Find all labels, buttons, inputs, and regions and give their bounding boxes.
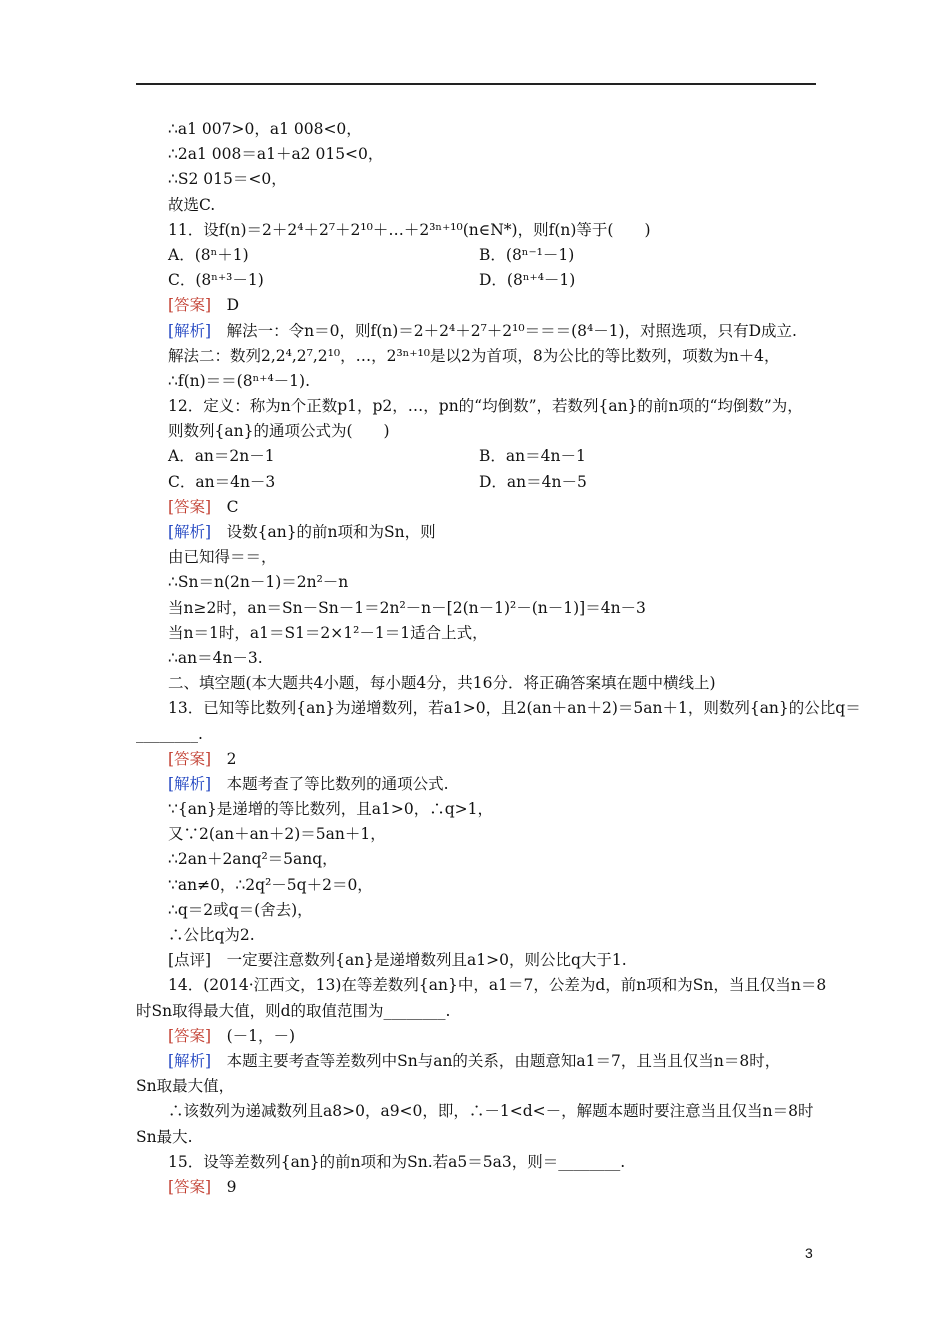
text-line — [168, 1049, 818, 1074]
text-line: ∴Sn＝n(2n－1)＝2n²－n — [168, 573, 349, 592]
line-text: 2 — [211, 749, 237, 768]
text-line — [168, 470, 818, 495]
text-line: 14．(2014·江西文，13)在等差数列{an}中，a1＝7，公差为d，前n项和为Sn，当且仅当n＝8 — [168, 976, 827, 995]
text-line: ∴q＝2或q＝(舍去)， — [168, 900, 313, 919]
text-line: ∴2a1 008＝a1＋a2 015<0， — [168, 145, 384, 164]
answer-tag: [解析] — [168, 774, 212, 793]
text-line: ∴公比q为2. — [168, 926, 255, 944]
text-line: ∵{an}是递增的等比数列，且a1>0，∴q>1， — [168, 800, 494, 819]
option-a: A．an＝2n－1 — [168, 447, 275, 466]
text-line: 故选C. — [168, 195, 216, 214]
option-b: B．an＝4n－1 — [479, 447, 586, 466]
option-b: D．an＝4n－5 — [479, 472, 587, 491]
text-line — [168, 319, 818, 344]
text-line: 当n＝1时，a1＝S1＝2×1²－1＝1适合上式， — [168, 623, 488, 642]
answer-tag: [答案] — [168, 296, 212, 315]
line-text: 时Sn取得最大值，则d的取值范围为________. — [136, 1001, 451, 1020]
line-text: C — [211, 497, 239, 516]
answer-tag: [答案] — [168, 1177, 212, 1196]
line-text: Sn最大. — [136, 1127, 193, 1146]
answer-tag: [答案] — [168, 497, 212, 516]
text-line: 13．已知等比数列{an}为递增数列，若a1>0，且2(an＋an＋2)＝5an＋1，则数列{an}的公比q＝ — [168, 699, 861, 718]
line-text: 解法一：令n＝0，则f(n)＝2＋2⁴＋2⁷＋2¹⁰＝＝＝(8⁴－1)，对照选项，只有D成立. — [211, 321, 797, 340]
text-line — [168, 1175, 818, 1200]
text-line: 二、填空题(本大题共4小题，每小题4分，共16分．将正确答案填在题中横线上) — [168, 674, 716, 693]
text-line: 由已知得＝＝， — [168, 548, 277, 567]
text-line — [168, 520, 818, 545]
header-rule — [136, 83, 816, 85]
text-line — [168, 495, 818, 520]
option-b: B．(8ⁿ⁻¹－1) — [479, 245, 575, 264]
text-line — [136, 722, 818, 747]
text-line — [168, 268, 818, 293]
text-line: ∴该数列为递减数列且a8>0，a9<0，即，∴－1<d<－，解题本题时要注意当且仅当n＝8时 — [168, 1102, 814, 1121]
answer-tag: [解析] — [168, 523, 212, 541]
text-line: ∴a1 007>0，a1 008<0， — [168, 120, 362, 138]
text-line: ∴f(n)＝＝(8ⁿ⁺⁴－1). — [168, 371, 311, 390]
option-a: C．an＝4n－3 — [168, 472, 276, 491]
option-a: A．(8ⁿ＋1) — [168, 245, 249, 264]
line-text: Sn取最大值， — [136, 1077, 235, 1096]
line-text: ________. — [136, 724, 203, 743]
text-line: 15．设等差数列{an}的前n项和为Sn.若a5＝5a3，则＝________. — [168, 1152, 626, 1171]
text-line — [168, 948, 818, 973]
text-line: 又∵2(an＋an＋2)＝5an＋1， — [168, 825, 386, 844]
line-text: 一定要注意数列{an}是递增数列且a1>0，则公比q大于1. — [211, 951, 627, 970]
text-line: 11．设f(n)＝2＋2⁴＋2⁷＋2¹⁰＋…＋2³ⁿ⁺¹⁰(n∈N*)，则f(n)等于( ) — [168, 220, 651, 239]
option-b: D．(8ⁿ⁺⁴－1) — [479, 271, 576, 290]
line-text: 9 — [211, 1177, 237, 1196]
text-line — [168, 1024, 818, 1049]
text-line — [168, 747, 818, 772]
option-a: C．(8ⁿ⁺³－1) — [168, 271, 264, 290]
text-line: ∴2an＋2anq²＝5anq， — [168, 850, 338, 869]
page-number: 3 — [805, 1245, 813, 1261]
text-line: ∴an＝4n－3. — [168, 648, 263, 667]
text-line: ∴S2 015＝<0， — [168, 170, 287, 189]
document-body — [136, 117, 861, 1200]
text-line — [168, 444, 818, 469]
line-text: (－1，－) — [211, 1026, 296, 1045]
line-text: 设数{an}的前n项和为Sn，则 — [211, 523, 436, 541]
text-line: 12．定义：称为n个正数p1，p2，…，pn的“均倒数”，若数列{an}的前n项的“均倒数”为， — [168, 397, 803, 416]
text-line: 解法二：数列2,2⁴,2⁷,2¹⁰，…，2³ⁿ⁺¹⁰是以2为首项，8为公比的等比数列，项数为n＋4， — [168, 346, 780, 365]
line-text: 本题考查了等比数列的通项公式. — [211, 774, 449, 793]
text-line — [168, 243, 818, 268]
line-text: D — [211, 296, 240, 315]
answer-tag: [解析] — [168, 321, 212, 340]
text-line: 当n≥2时，an＝Sn－Sn－1＝2n²－n－[2(n－1)²－(n－1)]＝4n－3 — [168, 598, 646, 617]
text-line: 则数列{an}的通项公式为( ) — [168, 422, 390, 441]
text-line — [136, 1125, 818, 1150]
text-line — [168, 772, 818, 797]
text-line — [168, 293, 818, 318]
answer-tag: [点评] — [168, 951, 212, 970]
answer-tag: [解析] — [168, 1051, 212, 1070]
answer-tag: [答案] — [168, 749, 212, 768]
text-line: ∵an≠0，∴2q²－5q＋2＝0， — [168, 875, 373, 894]
line-text: 本题主要考查等差数列中Sn与an的关系，由题意知a1＝7，且当且仅当n＝8时， — [211, 1051, 781, 1070]
answer-tag: [答案] — [168, 1026, 212, 1045]
text-line — [136, 999, 818, 1024]
text-line — [136, 1074, 818, 1099]
